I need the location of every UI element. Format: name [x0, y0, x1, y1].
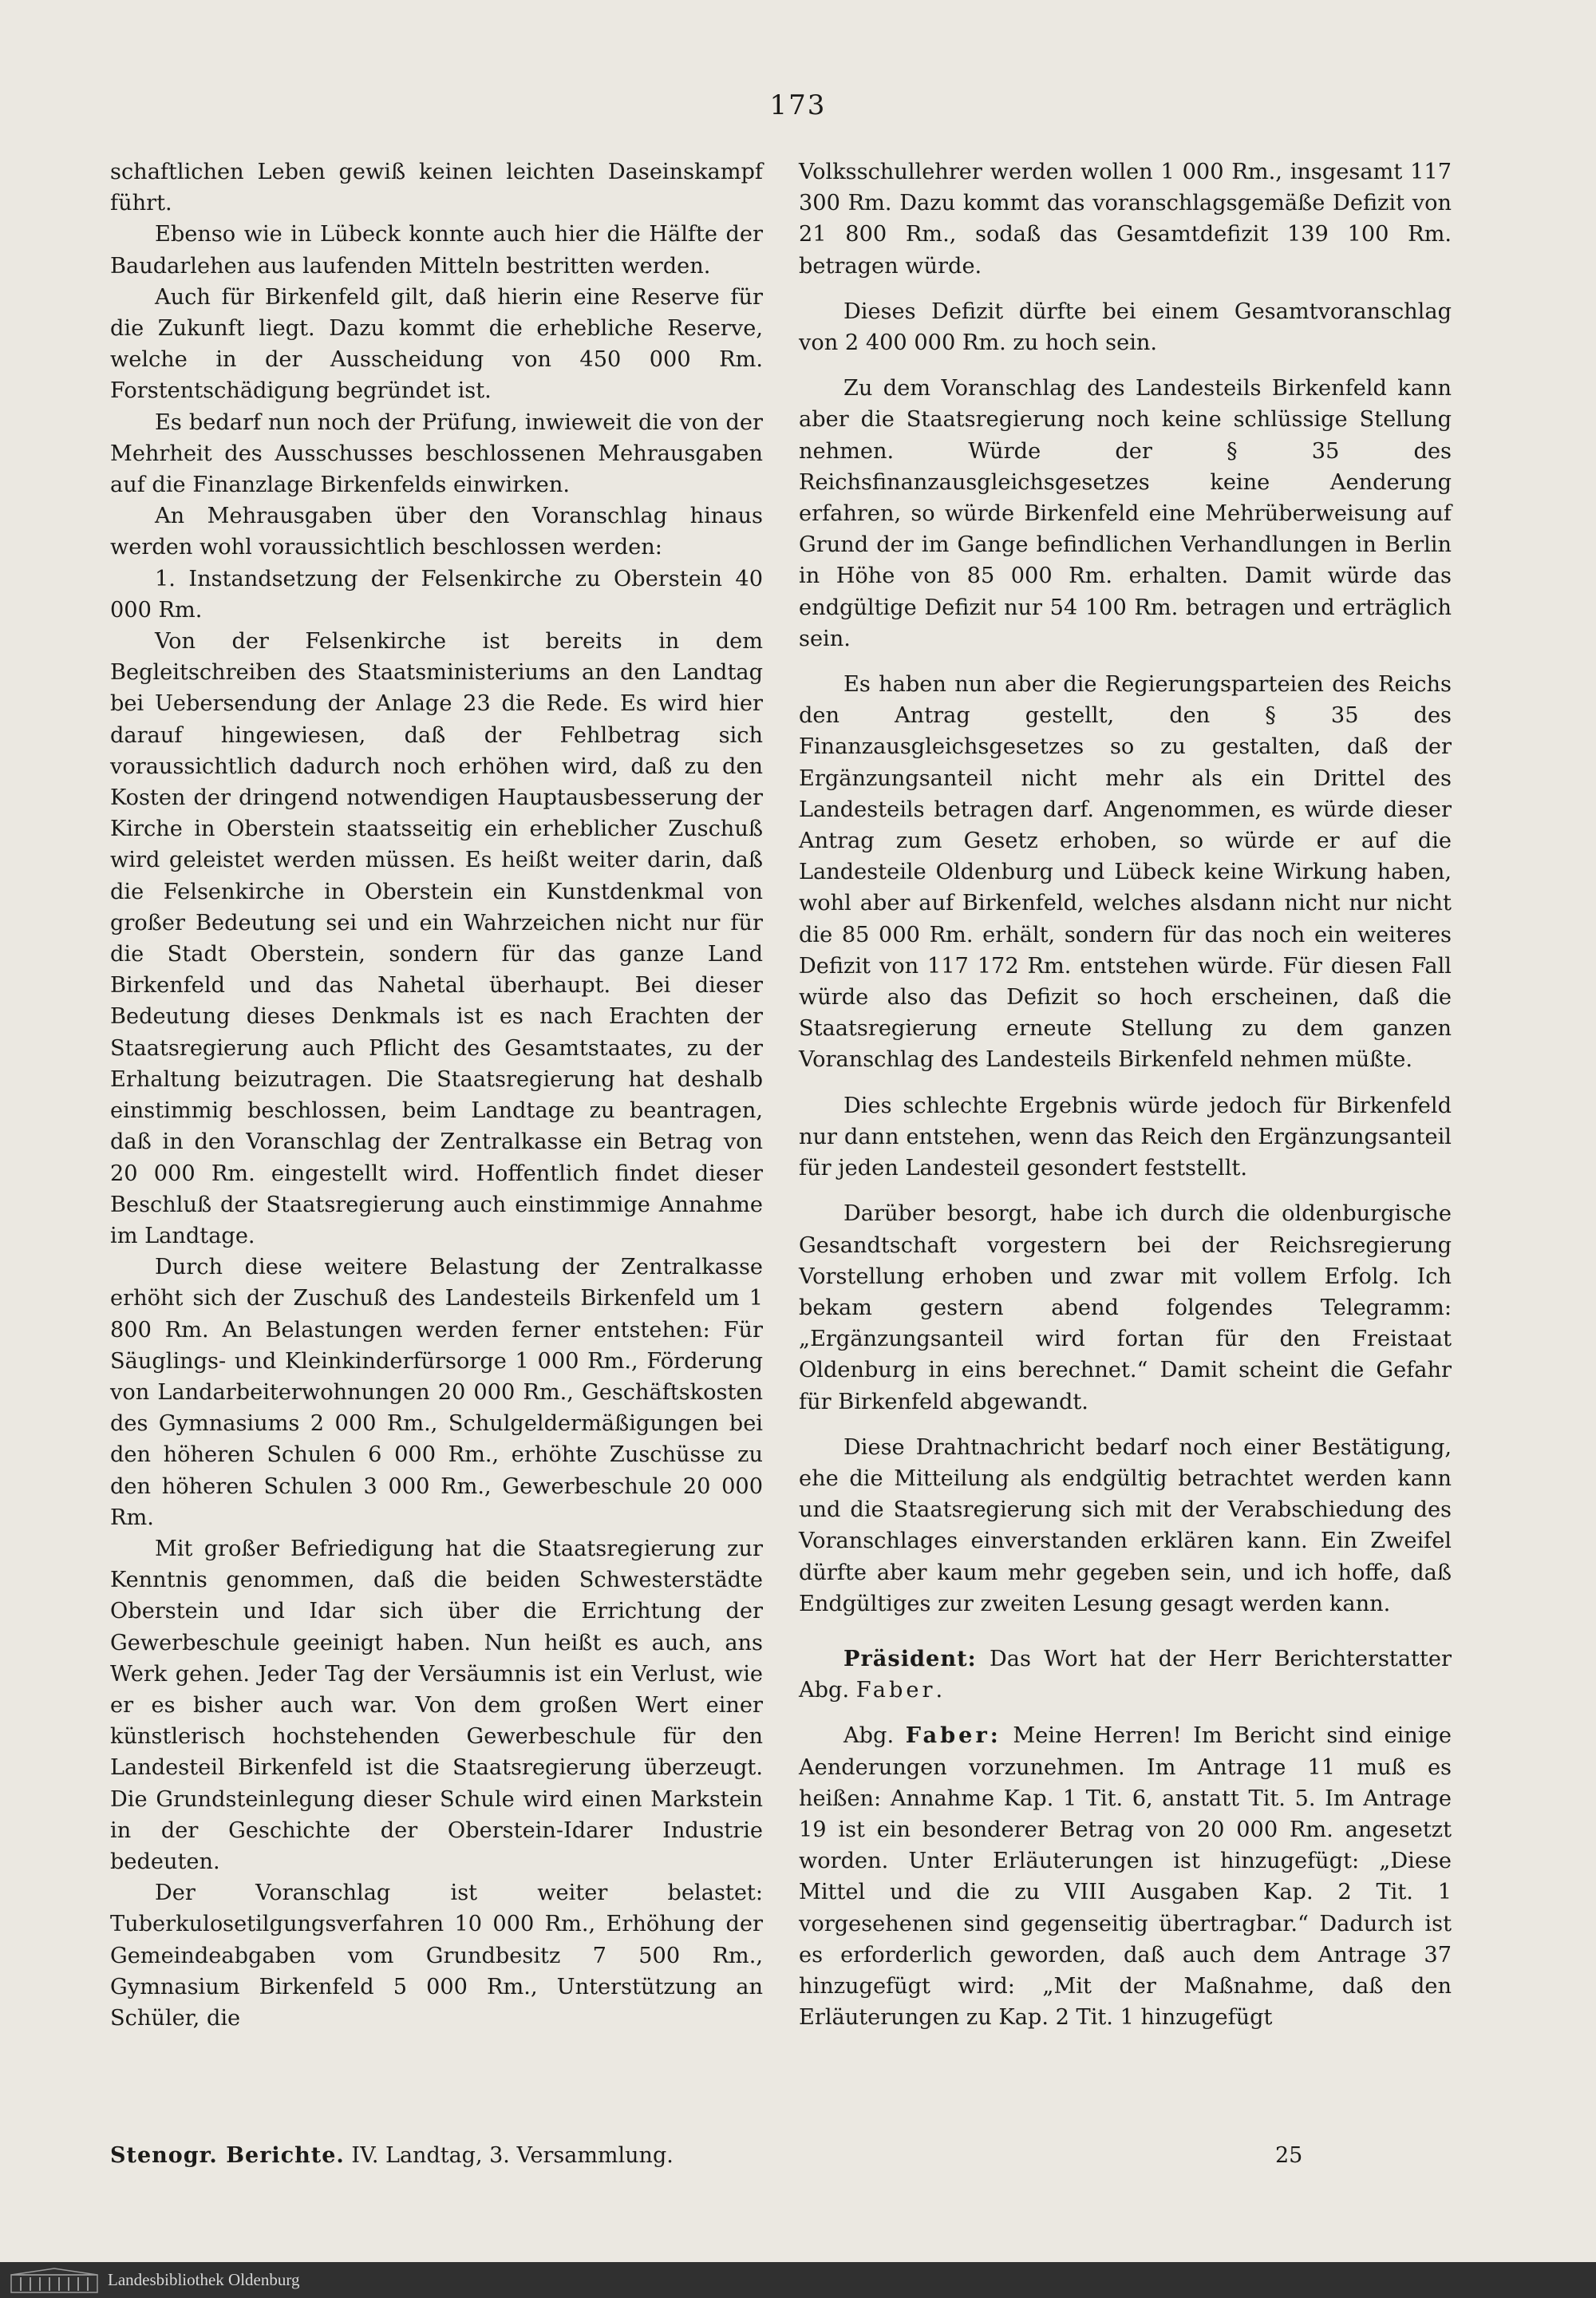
page-number: 173 [769, 89, 827, 121]
paragraph: Der Voranschlag ist weiter belastet: Tuberkulosetilgungsverfahren 10 000 Rm., Erhöhung der Gemeindeabgaben vom Grundbesitz 7 500 Rm., Gymnasium Birkenfeld 5 000 Rm., Unterstützung an Schüler, die [110, 1881, 763, 2031]
page-footer [110, 2143, 1451, 2175]
footer-series [110, 2143, 674, 2168]
speech-text: Das Wort hat der Herr Berichterstatter Abg. [799, 1646, 1452, 1703]
sheet-number: 25 [1275, 2143, 1303, 2168]
library-building-icon [10, 2267, 99, 2294]
speaker-prefix: Abg. [843, 1723, 895, 1749]
paragraph: Zu dem Voranschlag des Landesteils Birkenfeld kann aber die Staatsregierung noch keine schlüssige Stellung nehmen. Würde der § 35 des Reichsfinanzausgleichsgesetzes keine Aenderung erfahren, so würde Birkenfeld eine Mehrüberweisung auf Grund der im Gange befindlichen Verhandlungen in Berlin in Höhe von 85 000 Rm. erhalten. Damit würde das endgültige Defizit nur 54 100 Rm. betragen und erträglich sein. [799, 376, 1452, 651]
left-column [110, 156, 763, 2034]
right-column [799, 156, 1452, 2033]
speaker-label: Faber: [905, 1723, 1001, 1749]
library-banner [0, 2262, 1596, 2298]
speech-text: Meine Herren! Im Bericht sind einige Aenderungen vorzunehmen. Im Antrage 11 muß es heißen: Annahme Kap. 1 Tit. 6, anstatt Tit. 5. Im Antrage 19 ist ein besonderer Betrag von 20 000 Rm. angesetzt worden. Unter Erläuterungen ist hinzugefügt: „Diese Mittel und die zu VIII Ausgaben Kap. 2 Tit. 1 vorgesehenen sind gegenseitig übertragbar.“ Dadurch ist es erforderlich geworden, daß auch dem Antrage 37 hinzugefügt wird: „Mit der Maßnahme, daß den Erläuterungen zu Kap. 2 Tit. 1 hinzugefügt [799, 1723, 1452, 2031]
speaker-name: Faber [855, 1678, 936, 1703]
paragraph: Diese Drahtnachricht bedarf noch einer Bestätigung, ehe die Mitteilung als endgültig betrachtet werden kann und die Staatsregierung sich mit der Verabschiedung des Voranschlages einverstanden erklären kann. Ein Zweifel dürfte aber kaum mehr gegeben sein, und ich hoffe, daß Endgültiges zur zweiten Lesung gesagt werden kann. [799, 1434, 1452, 1616]
speech-president [799, 1643, 1452, 1706]
footer-session: IV. Landtag, 3. Versammlung. [351, 2143, 674, 2168]
paragraph: An Mehrausgaben über den Voranschlag hinaus werden wohl voraussichtlich beschlossen werden: [110, 504, 763, 560]
speech-text: . [935, 1678, 943, 1703]
speech-faber [799, 1720, 1452, 2033]
paragraph: Durch diese weitere Belastung der Zentralkasse erhöht sich der Zuschuß des Landesteils Birkenfeld um 1 800 Rm. An Belastungen werden ferner entstehen: Für Säuglings- und Kleinkinderfürsorge 1 000 Rm., Förderung von Landarbeiterwohnungen 20 000 Rm., Geschäftskosten des Gymnasiums 2 000 Rm., Schulgeldermäßigungen bei den höheren Schulen 6 000 Rm., erhöhte Zuschüsse zu den höheren Schulen 3 000 Rm., Gewerbeschule 20 000 Rm. [110, 1255, 763, 1530]
library-name: Landesbibliothek Oldenburg [108, 2270, 300, 2289]
footer-series-title: Stenogr. Berichte. [110, 2143, 345, 2168]
paragraph: Dies schlechte Ergebnis würde jedoch für Birkenfeld nur dann entstehen, wenn das Reich den Ergänzungsanteil für jeden Landesteil gesondert feststellt. [799, 1093, 1452, 1181]
paragraph: Volksschullehrer werden wollen 1 000 Rm., insgesamt 117 300 Rm. Dazu kommt das voranschlagsgemäße Defizit von 21 800 Rm., sodaß das Gesamtdefizit 139 100 Rm. betragen würde. [799, 160, 1452, 279]
paragraph: Von der Felsenkirche ist bereits in dem Begleitschreiben des Staatsministeriums an den Landtag bei Uebersendung der Anlage 23 die Rede. Es wird hier darauf hingewiesen, daß der Fehlbetrag sich voraussichtlich dadurch noch erhöhen wird, daß zu den Kosten der dringend notwendigen Hauptausbesserung der Kirche in Oberstein staatsseitig ein erheblicher Zuschuß wird geleistet werden müssen. Es heißt weiter darin, daß die Felsenkirche in Oberstein ein Kunstdenkmal von großer Bedeutung sei und ein Wahrzeichen nicht nur für die Stadt Oberstein, sondern für das ganze Land Birkenfeld und das Nahetal überhaupt. Bei dieser Bedeutung dieses Denkmals ist es nach Erachten der Staatsregierung auch Pflicht des Gesamtstaates, zu der Erhaltung beizutragen. Die Staatsregierung hat deshalb einstimmig beschlossen, beim Landtage zu beantragen, daß in den Voranschlag der Zentralkasse ein Betrag von 20 000 Rm. eingestellt wird. Hoffentlich findet dieser Beschluß der Staatsregierung auch einstimmige Annahme im Landtage. [110, 629, 763, 1248]
paragraph: Es haben nun aber die Regierungsparteien des Reichs den Antrag gestellt, den § 35 des Finanzausgleichsgesetzes so zu gestalten, daß der Ergänzungsanteil nicht mehr als ein Drittel des Landesteils betragen darf. Angenommen, es würde dieser Antrag zum Gesetz erhoben, so würde er auf die Landesteile Oldenburg und Lübeck keine Wirkung haben, wohl aber auf Birkenfeld, welches alsdann nicht nur nicht die 85 000 Rm. erhält, sondern für das noch ein weiteres Defizit von 117 172 Rm. entstehen würde. Für diesen Fall würde also das Defizit so hoch erscheinen, daß die Staatsregierung erneute Stellung zu dem ganzen Voranschlag des Landesteils Birkenfeld nehmen müßte. [799, 672, 1452, 1073]
paragraph: Ebenso wie in Lübeck konnte auch hier die Hälfte der Baudarlehen aus laufenden Mitteln bestritten werden. [110, 222, 763, 279]
paragraph: Es bedarf nun noch der Prüfung, inwieweit die von der Mehrheit des Ausschusses beschlossenen Mehrausgaben auf die Finanzlage Birkenfelds einwirken. [110, 409, 763, 498]
paragraph: Auch für Birkenfeld gilt, daß hierin eine Reserve für die Zukunft liegt. Dazu kommt die erhebliche Reserve, welche in der Ausscheidung von 450 000 Rm. Forstentschädigung begründet ist. [110, 284, 763, 404]
paragraph: schaftlichen Leben gewiß keinen leichten Daseinskampf führt. [110, 160, 763, 216]
paragraph: Mit großer Befriedigung hat die Staatsregierung zur Kenntnis genommen, daß die beiden Schwesterstädte Oberstein und Idar sich über die Errichtung der Gewerbeschule geeinigt haben. Nun heißt es auch, ans Werk gehen. Jeder Tag der Versäumnis ist ein Verlust, wie er es bisher auch war. Von dem großen Wert einer künstlerisch hochstehenden Gewerbeschule für den Landesteil Birkenfeld ist die Staatsregierung überzeugt. Die Grundsteinlegung dieser Schule wird einen Markstein in der Geschichte der Oberstein-Idarer Industrie bedeuten. [110, 1536, 763, 1874]
paragraph: Dieses Defizit dürfte bei einem Gesamtvoranschlag von 2 400 000 Rm. zu hoch sein. [799, 299, 1452, 356]
speaker-label: Präsident: [843, 1645, 977, 1671]
list-item: 1. Instandsetzung der Felsenkirche zu Oberstein 40 000 Rm. [110, 566, 763, 623]
paragraph: Darüber besorgt, habe ich durch die oldenburgische Gesandtschaft vorgestern bei der Reichsregierung Vorstellung erhoben und zwar mit vollem Erfolg. Ich bekam gestern abend folgendes Telegramm: „Ergänzungsanteil wird fortan für den Freistaat Oldenburg in eins berechnet.“ Damit scheint die Gefahr für Birkenfeld abgewandt. [799, 1201, 1452, 1414]
